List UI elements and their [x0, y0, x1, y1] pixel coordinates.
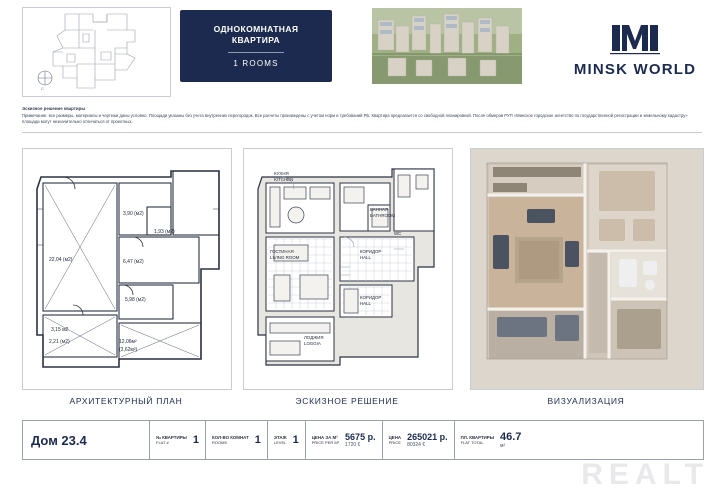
aerial-render-photo — [372, 8, 522, 84]
room-label-bathroom-ru: ВАННАЯ — [370, 207, 389, 212]
level-label-en: LEVEL — [273, 440, 287, 445]
price-label-en: PRICE — [388, 440, 401, 445]
disclaimer-body: Примечание: все размеры, материалы и чертежи даны условно. Площади указаны без учета внутренних перегородок. Все расчеты произведены с учетом норм и требований РБ. Квартира предлагается со свободной планировкой. После обмеров РУП «Минское городское агентство по государственной регистрации и земельному кадастру» площади могут незначительно отличаться от проектных. — [22, 113, 688, 124]
level-value: 1 — [292, 434, 299, 446]
apartment-type-title — [180, 10, 332, 82]
sketch-solution-panel — [243, 148, 453, 390]
title-divider — [228, 52, 284, 53]
footer-cell-rooms — [206, 421, 268, 459]
price-per-m2-eur: 1720 € — [345, 442, 361, 448]
disclaimer-block — [22, 106, 702, 125]
room-label-loggia-ru: ЛОДЖИЯ — [304, 335, 324, 340]
3d-furnished-plan-render — [471, 149, 701, 387]
rooms-label — [212, 435, 249, 446]
area-label: 22,04 (м2) — [49, 257, 73, 263]
price-label — [389, 435, 401, 446]
specs-footer — [22, 420, 704, 460]
room-label-living-en: LIVING ROOM — [270, 255, 300, 260]
room-label-hall2-en: HALL — [360, 301, 371, 306]
room-label-wc: WC — [394, 231, 402, 236]
footer-cell-price — [383, 421, 455, 459]
title-rooms: 1 ROOMS — [233, 59, 279, 68]
total-area-label — [461, 435, 494, 446]
mw-monogram-icon — [608, 21, 662, 57]
total-area-label-en: FLAT TOTAL — [460, 440, 484, 445]
area-label: 5,98 (м2) — [125, 297, 146, 303]
title-line-2: КВАРТИРА — [231, 35, 281, 45]
sketch-solution-drawing — [244, 149, 450, 387]
area-label: 2,21 (м2) — [49, 339, 70, 345]
flat-number-value: 1 — [192, 434, 199, 446]
rooms-value: 1 — [254, 434, 261, 446]
price-per-m2-label-en: PRICE PER M² — [311, 440, 340, 445]
header-divider — [22, 132, 702, 133]
room-label-hall-ru: КОРИДОР — [360, 249, 382, 254]
level-label-ru: ЭТАЖ — [273, 434, 287, 440]
header — [0, 0, 723, 100]
area-label: 3,15 м2 — [51, 327, 69, 333]
area-label: 6,47 (м2) — [123, 259, 144, 265]
level-label — [274, 435, 287, 446]
building-floor-plan-thumbnail — [22, 7, 171, 97]
price-eur: 80324 € — [407, 442, 426, 448]
caption-architectural-plan: АРХИТЕКТУРНЫЙ ПЛАН — [69, 396, 183, 406]
room-label-kitchen-ru: КУХНЯ — [274, 171, 289, 176]
area-label: 1,93 (м2) — [154, 229, 175, 235]
room-label-bathroom-en: BATHROOM — [370, 213, 396, 218]
room-label-hall2-ru: КОРИДОР — [360, 295, 382, 300]
caption-sketch-solution: ЭСКИЗНОЕ РЕШЕНИЕ — [295, 396, 399, 406]
brand-logo — [560, 14, 710, 84]
area-label: 12,06м² — [119, 339, 137, 345]
watermark-text: REALT — [581, 458, 709, 491]
visualization-panel — [470, 148, 704, 390]
house-number: Дом 23.4 — [23, 421, 150, 459]
flat-number-label — [156, 435, 187, 446]
footer-cell-price-per-m2 — [306, 421, 383, 459]
footer-cell-flat-number — [150, 421, 206, 459]
rooms-label-ru: КОЛ-ВО КОМНАТ — [211, 434, 249, 440]
area-label: (3,62м²) — [119, 347, 138, 353]
rooms-label-en: ROOMS — [211, 440, 228, 445]
area-label: 3,90 (м2) — [123, 211, 144, 217]
title-line-1: ОДНОКОМНАТНАЯ — [213, 24, 299, 34]
flat-number-label-ru: № КВАРТИРЫ — [156, 434, 187, 440]
disclaimer-title: Эскизное решение квартиры — [22, 106, 86, 111]
price-per-m2-value: 5675 р. — [345, 432, 376, 442]
total-area-label-ru: ПЛ. КВАРТИРЫ — [460, 434, 495, 440]
svg-text:С: С — [41, 86, 44, 91]
room-label-hall-en: HALL — [360, 255, 371, 260]
room-label-loggia-en: LOGGIA — [304, 341, 321, 346]
architectural-plan-panel — [22, 148, 232, 390]
footer-cell-level — [268, 421, 306, 459]
room-label-living-ru: ГОСТИНАЯ — [270, 249, 294, 254]
room-label-kitchen-en: KITCHEN — [274, 177, 294, 182]
total-area-value: 46.7 — [500, 431, 522, 443]
price-per-m2-label — [312, 435, 339, 446]
price-per-m2-label-ru: ЦЕНА ЗА М² — [311, 434, 338, 440]
brand-name: MINSK WORLD — [573, 60, 697, 78]
flat-number-label-en: FLAT # — [156, 440, 169, 445]
footer-cell-total-area — [455, 421, 703, 459]
price-value: 265021 р. — [407, 432, 448, 442]
caption-visualization: ВИЗУАЛИЗАЦИЯ — [547, 396, 625, 406]
total-area-unit: м² — [500, 443, 506, 449]
price-label-ru: ЦЕНА — [388, 434, 402, 440]
